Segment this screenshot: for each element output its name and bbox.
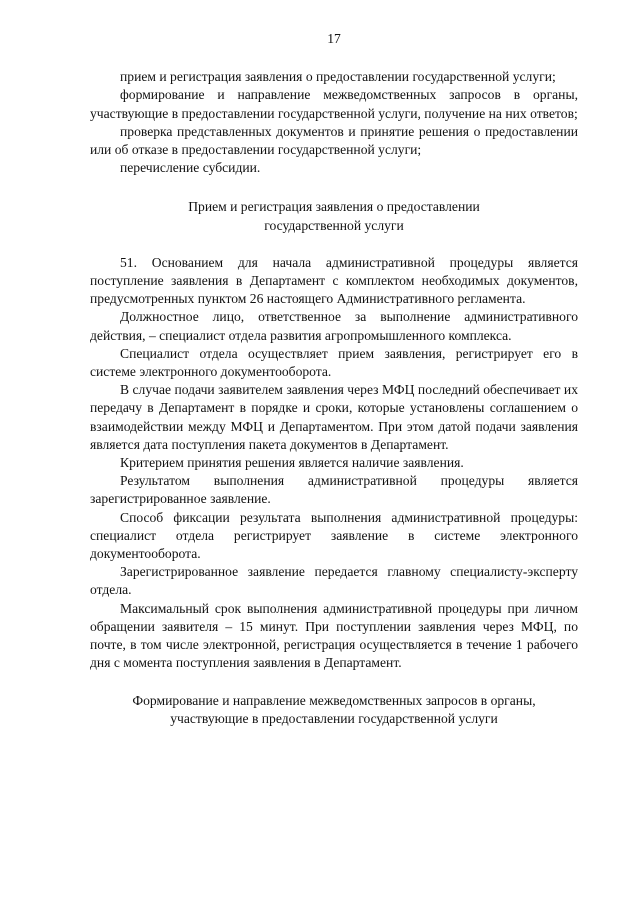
intro-item: перечисление субсидии. (120, 160, 261, 176)
paragraph: Результатом выполнения административной процедуры является зарегистрированное заявление. (90, 473, 578, 507)
paragraph: 51. Основанием для начала административной процедуры является поступление заявления в Департамент с комплектом необходимых документов, предусмотренных пунктом 26 настоящего Административного регламента. (90, 254, 578, 307)
heading-line: Формирование и направление межведомственных запросов в органы, (132, 692, 536, 708)
page-number: 17 (327, 31, 341, 46)
paragraph: Способ фиксации результата выполнения административной процедуры: специалист отдела регистрирует заявление в системе электронного документооборота. (90, 509, 578, 562)
heading-line: участвующие в предоставлении государственной услуги (170, 710, 498, 726)
intro-item: прием и регистрация заявления о предоставлении государственной услуги; (120, 69, 556, 85)
intro-item: формирование и направление межведомственных запросов в органы, участвующие в предоставлении государственной услуги, получение на них ответов; (90, 87, 578, 121)
paragraph: Должностное лицо, ответственное за выполнение административного действия, – специалист отдела развития агропромышленного комплекса. (90, 309, 578, 343)
paragraph: В случае подачи заявителем заявления через МФЦ последний обеспечивает их передачу в Департамент в порядке и сроки, которые установлены соглашением о взаимодействии между МФЦ и Департаментом. При этом датой подачи заявления является дата поступления пакета документов в Департамент. (90, 382, 578, 452)
document-page (90, 30, 578, 747)
paragraph: Максимальный срок выполнения административной процедуры при личном обращении заявителя – 15 минут. При поступлении заявления через МФЦ, по почте, в том числе электронной, регистрация осуществляется в течение 1 рабочего дня с момента поступления заявления в Департамент. (90, 600, 578, 671)
paragraph: Специалист отдела осуществляет прием заявления, регистрирует его в системе электронного документооборота. (90, 345, 578, 380)
paragraph: Зарегистрированное заявление передается главному специалисту-эксперту отдела. (90, 564, 578, 598)
heading-line: Прием и регистрация заявления о предоставлении (188, 199, 480, 215)
section-heading-reception (90, 198, 578, 234)
section-heading-interagency-requests (90, 692, 578, 728)
heading-line: государственной услуги (264, 217, 404, 233)
paragraph: Критерием принятия решения является наличие заявления. (120, 455, 464, 471)
intro-list (90, 68, 578, 177)
section-body-reception (90, 254, 578, 673)
intro-item: проверка представленных документов и принятие решения о предоставлении или об отказе в предоставлении государственной услуги; (90, 123, 578, 158)
